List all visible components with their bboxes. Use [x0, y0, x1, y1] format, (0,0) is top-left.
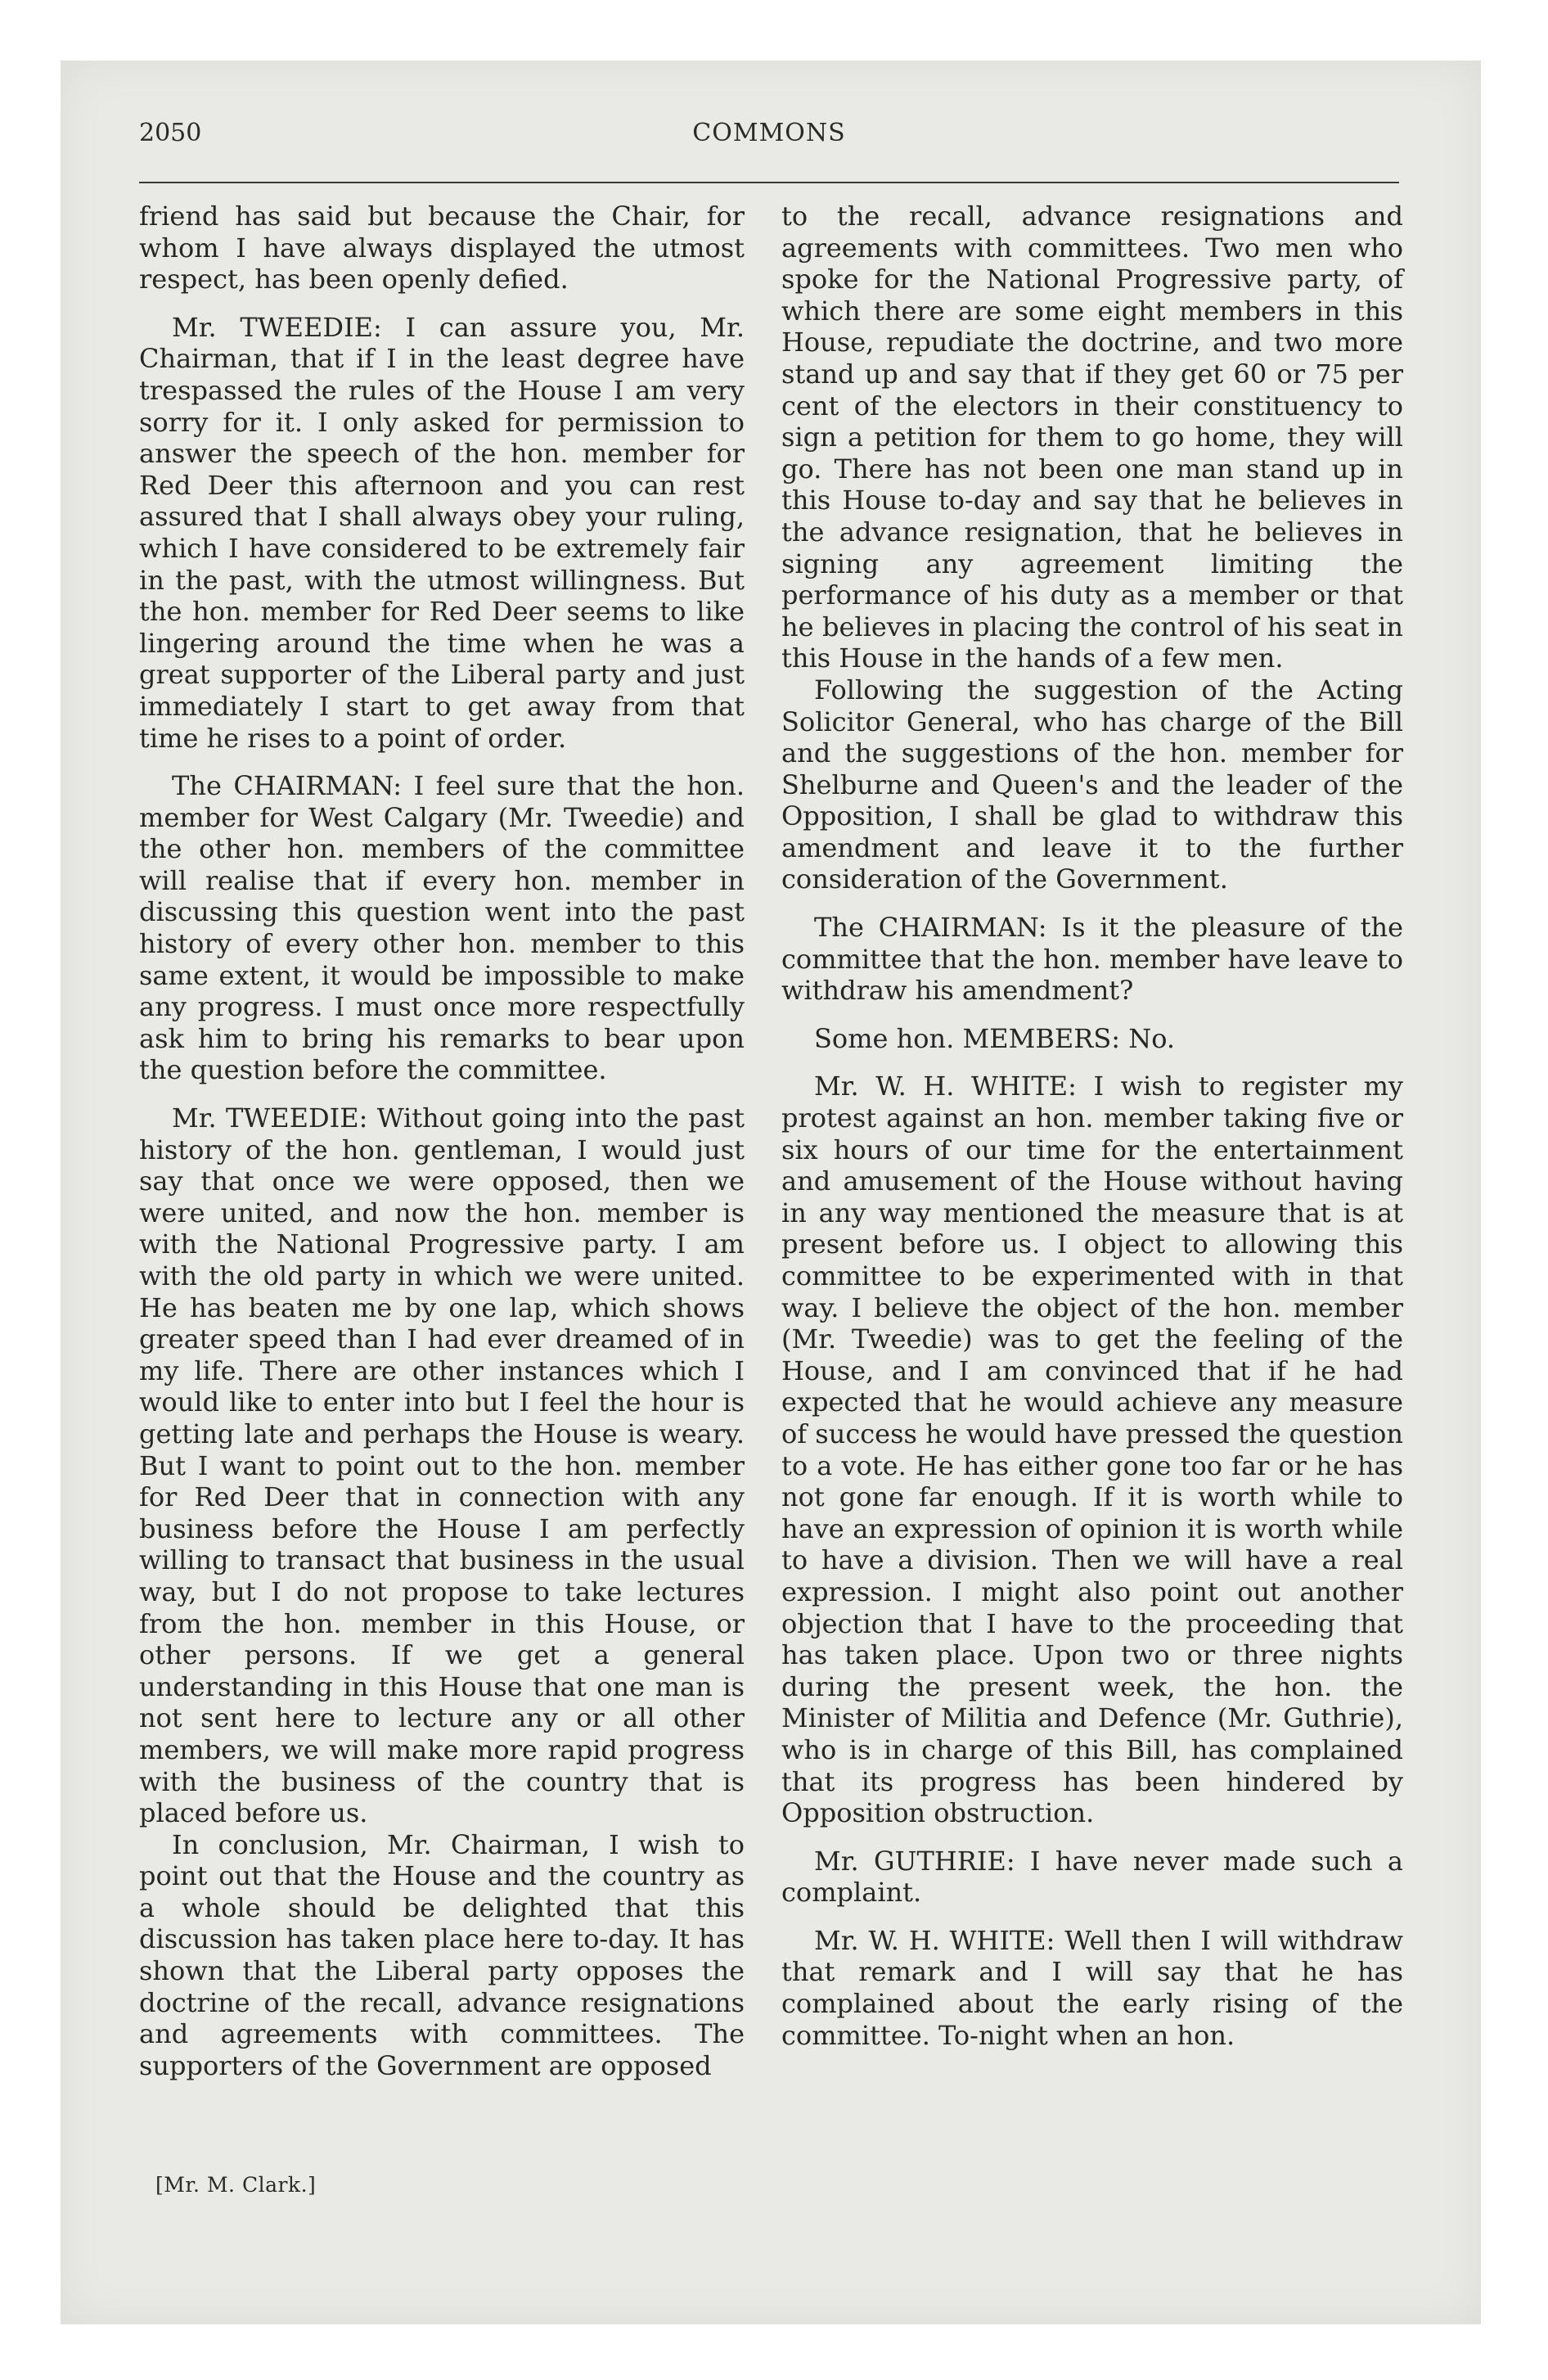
paragraph: Following the suggestion of the Acting Solicitor General, who has charge of the Bill and the suggestions of the hon. member for Shelburne and Queen's and the leader of the Opposition, I shall be glad to withdraw this amendment and leave it to the further consideration of the Government. [781, 674, 1403, 895]
paragraph: to the recall, advance resignations and agreements with committees. Two men who spoke for the National Progressive party, of which there are some eight members in this House, repudiate the doctrine, and two more stand up and say that if they get 60 or 75 per cent of the electors in their constituency to sign a petition for them to go home, they will go. There has not been one man stand up in this House to-day and say that he believes in the advance resignation, that he believes in signing any agreement limiting the performance of his duty as a member or that he believes in placing the control of his seat in this House in the hands of a few men. [781, 201, 1403, 674]
page-header [139, 119, 1399, 160]
paragraph: Mr. W. H. WHITE: I wish to register my protest against an hon. member taking five or six hours of our time for the entertainment and amusement of the House without having in any way mentioned the measure that is at present before us. I object to allowing this committee to be experimented with in that way. I believe the object of the hon. member (Mr. Tweedie) was to get the feeling of the House, and I am convinced that if he had expected that he would achieve any measure of success he would have pressed the question to a vote. He has either gone too far or he has not gone far enough. If it is worth while to have an expression of opinion it is worth while to have a division. Then we will have a real expression. I might also point out another objection that I have to the proceeding that has taken place. Upon two or three nights during the present week, the hon. the Minister of Militia and Defence (Mr. Guthrie), who is in charge of this Bill, has complained that its progress has been hindered by Opposition obstruction. [781, 1071, 1404, 1829]
speaker-footer-note: [Mr. M. Clark.] [155, 2173, 317, 2197]
paragraph: In conclusion, Mr. Chairman, I wish to point out that the House and the country as a whole should be delighted that this discussion has taken place here to-day. It has shown that the Liberal party opposes the doctrine of the recall, advance resignations and agreements with committees. The supporters of the Government are opposed [139, 1828, 745, 2081]
paragraph: friend has said but because the Chair, for whom I have always displayed the utmost respect, has been openly defied. [139, 201, 745, 295]
paragraph: Mr. W. H. WHITE: Well then I will withdraw that remark and I will say that he has complained about the early rising of the committee. To-night when an hon. [781, 1924, 1403, 2051]
running-head: COMMONS [692, 119, 846, 147]
page-number: 2050 [139, 119, 202, 147]
paragraph: Mr. TWEEDIE: Without going into the past history of the hon. gentleman, I would just say that once we were opposed, then we were united, and now the hon. member is with the National Progressive party. I am with the old party in which we were united. He has beaten me by one lap, which shows greater speed than I had ever dreamed of in my life. There are other instances which I would like to enter into but I feel the hour is getting late and perhaps the House is weary. But I want to point out to the hon. member for Red Deer that in connection with any business before the House I am perfectly willing to transact that business in the usual way, but I do not propose to take lectures from the hon. member in this House, or other persons. If we get a general understanding in this House that one man is not sent here to lecture any or all other members, we will make more rapid progress with the business of the country that is placed before us. [139, 1102, 745, 1829]
paragraph: Some hon. MEMBERS: No. [814, 1022, 1176, 1054]
paragraph: Mr. TWEEDIE: I can assure you, Mr. Chairman, that if I in the least degree have trespassed the rules of the House I am very sorry for it. I only asked for permission to answer the speech of the hon. member for Red Deer this afternoon and you can rest assured that I shall always obey your ruling, which I have considered to be extremely fair in the past, with the utmost willingness. But the hon. member for Red Deer seems to like lingering around the time when he was a great supporter of the Liberal party and just immediately I start to get away from that time he rises to a point of order. [139, 311, 745, 754]
paragraph: The CHAIRMAN: Is it the pleasure of the committee that the hon. member have leave to withdraw his amendment? [781, 912, 1403, 1007]
paragraph: Mr. GUTHRIE: I have never made such a complaint. [781, 1845, 1403, 1909]
header-rule [139, 182, 1399, 183]
paragraph: The CHAIRMAN: I feel sure that the hon. member for West Calgary (Mr. Tweedie) and the other hon. members of the committee will realise that if every hon. member in discussing this question went into the past history of every other hon. member to this same extent, it would be impossible to make any progress. I must once more respectfully ask him to bring his remarks to bear upon the question before the committee. [139, 770, 745, 1086]
right-column [781, 201, 1403, 2051]
left-column [139, 201, 745, 2081]
